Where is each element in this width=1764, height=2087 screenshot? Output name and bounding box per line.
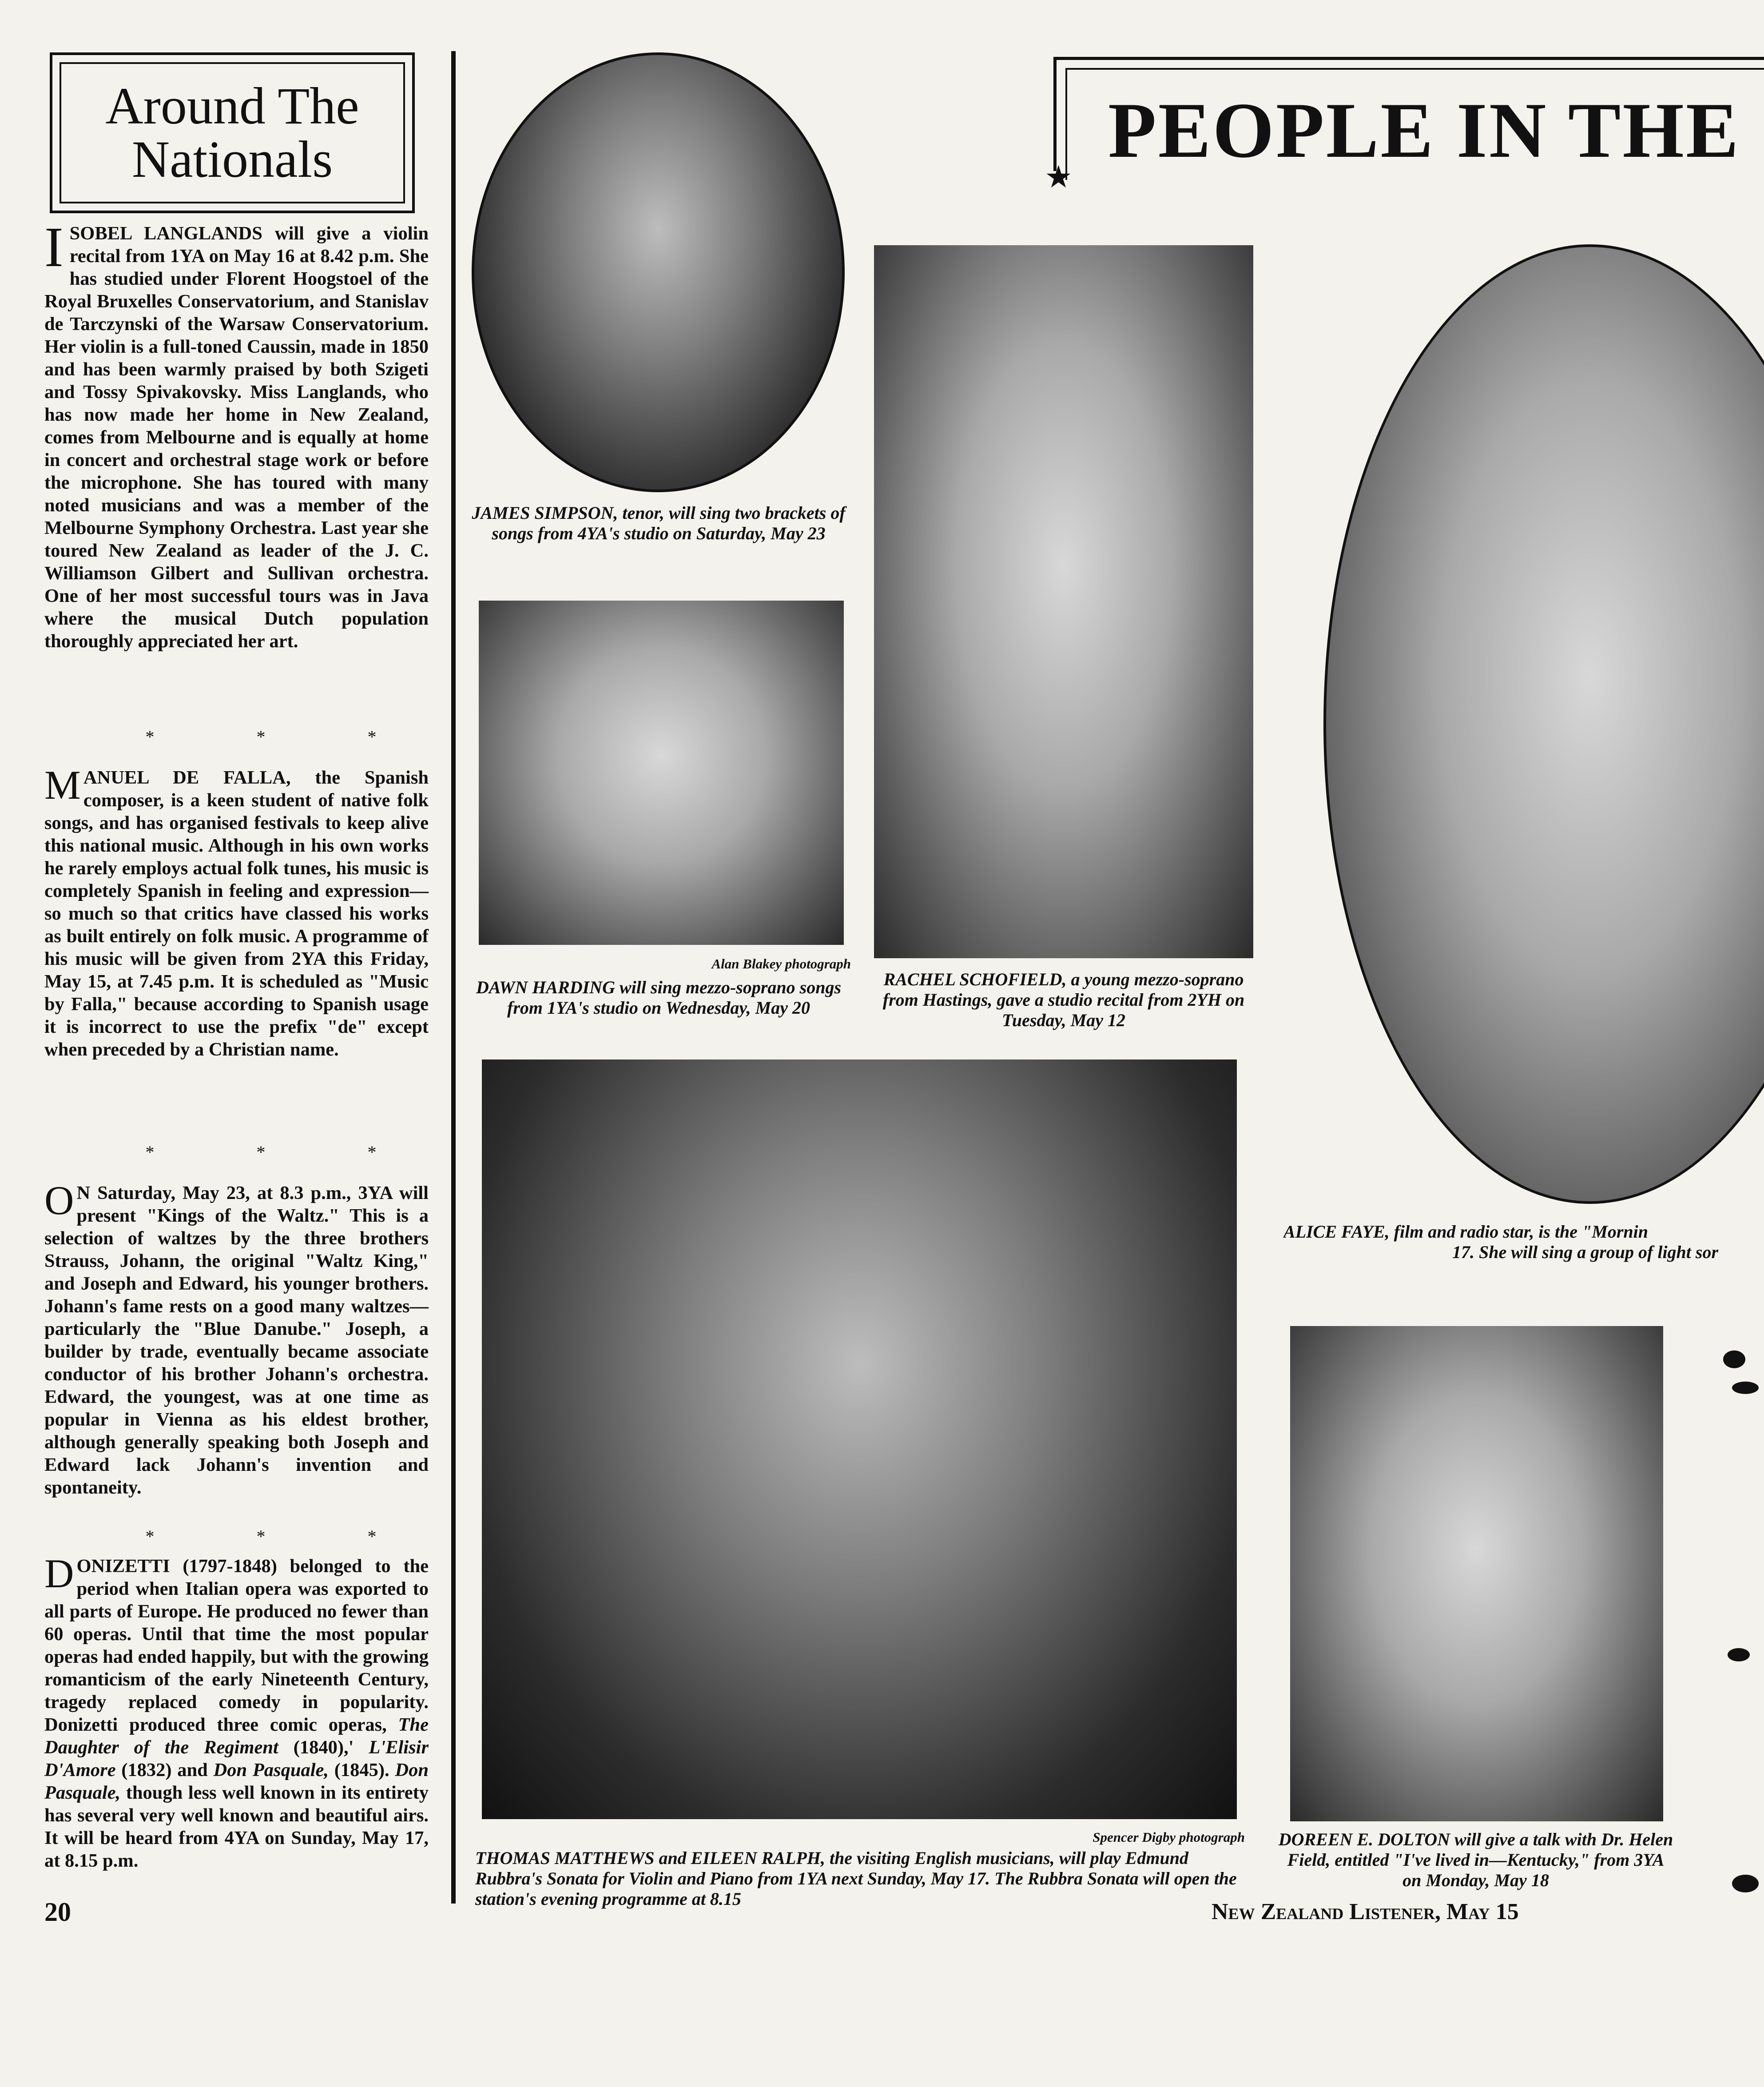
separator: * * *: [145, 1526, 425, 1546]
article-body: ANUEL DE FALLA, the Spanish composer, is a keen student of native folk songs, and has organised festivals to keep alive this national music. Although in his own works he rarely employs actual folk tunes, his music is completely Spanish in feeling and expression—so much so that critics have classed his works as built entirely on folk music. A programme of his music will be given from 2YA this Friday, May 15, at 7.45 p.m. It is scheduled as "Music by Falla," because according to Spanish usage it is incorrect to use the prefix "de" except when preceded by a Christian name.: [44, 767, 429, 1060]
article-body: SOBEL LANGLANDS will give a violin recital from 1YA on May 16 at 8.42 p.m. She has studied under Florent Hoogstoel of the Royal Bruxelles Conservatorium, and Stanislav de Tarczynski of the Warsaw Conservatorium. Her violin is a full-toned Caussin, made in 1850 and has been warmly praised by both Szigeti and Tossy Spivakovsky. Miss Langlands, who has now made her home in New Zealand, comes from Melbourne and is equally at home in concert and orchestral stage work or before the microphone. She has toured with many noted musicians and was a member of the Melbourne Symphony Orchestra. Last year she toured New Zealand as leader of the J. C. Williamson Gilbert and Sullivan orchestra. One of her most successful tours was in Java where the musical Dutch population thoroughly appreciated her art.: [44, 223, 429, 652]
photo-rachel-schofield: [874, 245, 1253, 958]
scan-speck: [1732, 1382, 1759, 1394]
article-body: (1840),': [278, 1737, 369, 1758]
dropcap: O: [44, 1178, 74, 1223]
section-title: Around The Nationals: [105, 76, 359, 188]
masthead-footer: New Zealand Listener, May 15: [1212, 1899, 1519, 1924]
photo-james-simpson: [472, 52, 845, 492]
dropcap: M: [44, 762, 81, 808]
article-strauss: [44, 1178, 429, 1499]
scan-speck: [1723, 1350, 1745, 1368]
opera-title: L'Elisir D'Amore: [44, 1737, 429, 1780]
caption-rachel-schofield: RACHEL SCHOFIELD, a young mezzo-soprano from Hastings, gave a studio recital from 2YH on Tuesday, May 12: [882, 969, 1245, 1030]
page-headline: PEOPLE IN THE: [1108, 86, 1740, 174]
caption-matthews-ralph: THOMAS MATTHEWS and EILEEN RALPH, the visiting English musicians, will play Edmund Rubbra's Sonata for Violin and Piano from 1YA next Sunday, May 17. The Rubbra Sonata will open the station's evening programme at 8.15: [475, 1848, 1237, 1909]
caption-james-simpson: JAMES SIMPSON, tenor, will sing two brackets of songs from 4YA's studio on Saturday, May 23: [472, 503, 846, 543]
caption-dawn-harding: DAWN HARDING will sing mezzo-soprano songs from 1YA's studio on Wednesday, May 20: [476, 977, 842, 1018]
article-langlands: [44, 215, 429, 653]
opera-title: Don Pasquale,: [44, 1760, 429, 1803]
caption-line: 17. She will sing a group of light sor: [1452, 1242, 1719, 1262]
section-title-box: [50, 52, 415, 213]
photo-doreen-dolton: [1290, 1326, 1663, 1821]
caption-alice-faye: [1283, 1222, 1764, 1263]
caption-line: ALICE FAYE, film and radio star, is the "Mornin: [1283, 1222, 1648, 1242]
scan-speck: [1732, 1875, 1759, 1892]
scan-speck: [1728, 1648, 1750, 1661]
article-body: (1832) and: [115, 1760, 214, 1780]
caption-doreen-dolton: DOREEN E. DOLTON will give a talk with Dr. Helen Field, entitled "I've lived in—Kentucky," from 3YA on Monday, May 18: [1278, 1829, 1673, 1890]
column-divider: [451, 51, 456, 1904]
photo-credit: Spencer Digby photograph: [1093, 1829, 1245, 1845]
article-body: ONIZETTI (1797-1848) belonged to the period when Italian opera was exported to all parts of Europe. He produced no fewer than 60 operas. Until that time the most popular operas had ended happily, but with the growing romanticism of the early Nineteenth Century, tragedy replaced comedy in popularity. Donizetti produced three comic operas,: [44, 1556, 429, 1735]
opera-title: Don Pasquale,: [213, 1760, 329, 1780]
article-body: N Saturday, May 23, at 8.3 p.m., 3YA will present "Kings of the Waltz." This is a selection of waltzes by the three brothers Strauss, Johann, the original "Waltz King," and Joseph and Edward, his younger brothers. Johann's fame rests on a good many waltzes—particularly the "Blue Danube." Joseph, a builder by trade, eventually became associate conductor of his brother Johann's orchestra. Edward, the youngest, was at one time as popular in Vienna as his eldest brother, although generally speaking both Joseph and Edward lack Johann's invention and spontaneity.: [44, 1183, 429, 1498]
separator: * * *: [145, 727, 425, 747]
page-number: 20: [44, 1897, 71, 1927]
separator: * * *: [145, 1142, 425, 1162]
star-icon: ★: [1045, 160, 1073, 195]
article-de-falla: [44, 762, 429, 1061]
dropcap: I: [44, 215, 64, 279]
dropcap: D: [44, 1551, 74, 1596]
photo-dawn-harding: [479, 601, 844, 945]
photo-alice-faye: [1323, 244, 1764, 1204]
photo-matthews-ralph: [482, 1059, 1237, 1819]
article-donizetti: [44, 1551, 429, 1872]
opera-title: The Daughter of the Regiment: [44, 1714, 429, 1758]
article-body: (1845).: [329, 1760, 395, 1780]
article-body: though less well known in its entirety has several very well known and beautiful airs. It will be heard from 4YA on Sunday, May 17, at 8.15 p.m.: [44, 1782, 429, 1871]
photo-credit: Alan Blakey photograph: [711, 956, 851, 972]
